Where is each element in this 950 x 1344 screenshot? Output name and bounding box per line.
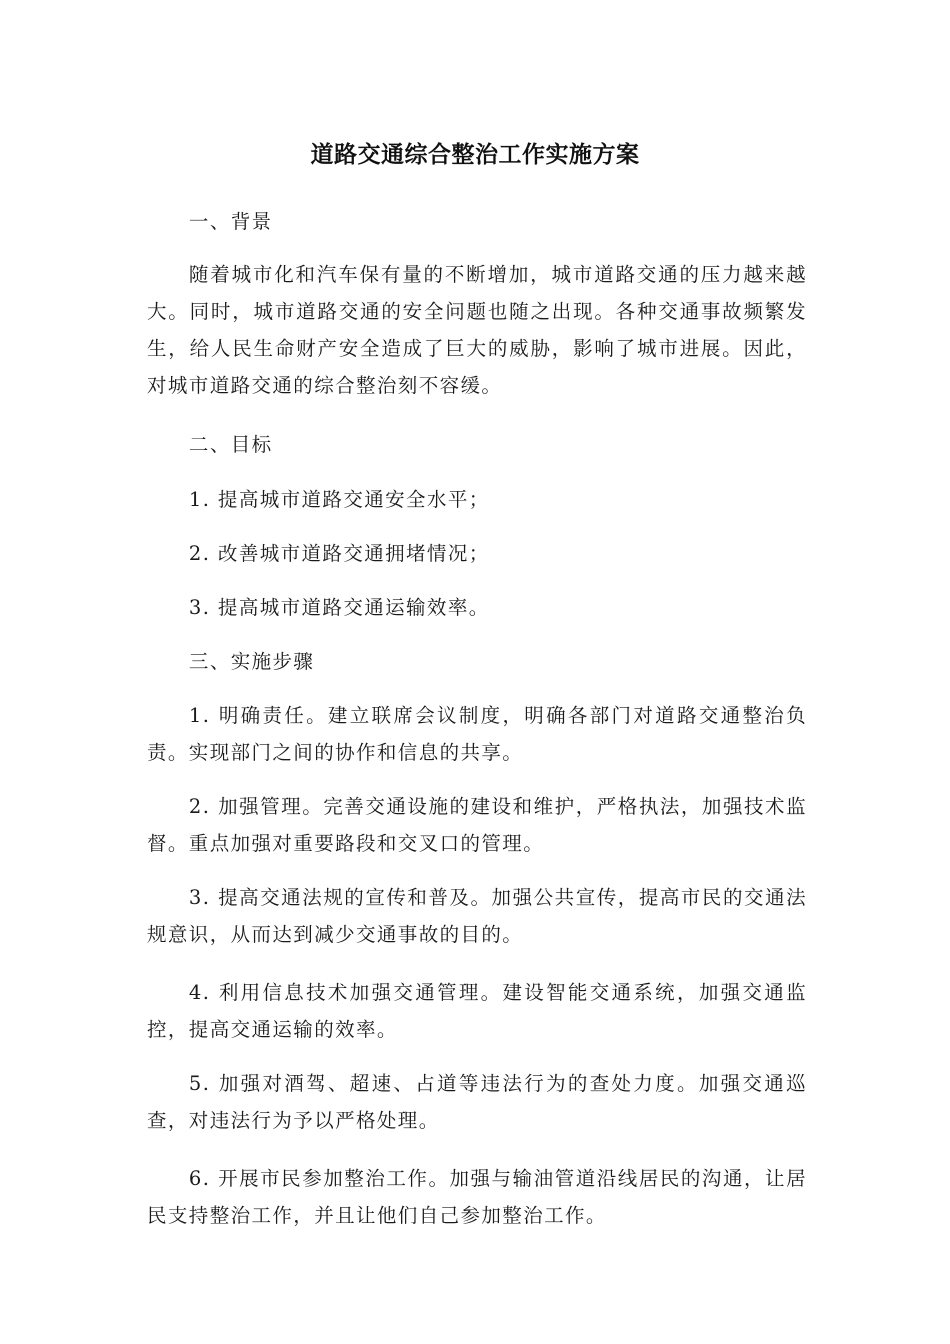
- step-item-2: 2. 加强管理。完善交通设施的建设和维护，严格执法，加强技术监督。重点加强对重要路段和交叉口的管理。: [147, 795, 807, 855]
- document-title: 道路交通综合整治工作实施方案: [310, 142, 640, 168]
- goal-item-2: 2. 改善城市道路交通拥堵情况；: [188, 542, 490, 565]
- section-heading-goals: 二、目标: [188, 433, 273, 456]
- section-heading-steps: 三、实施步骤: [188, 650, 315, 673]
- section-heading-background: 一、背景: [188, 210, 273, 233]
- step-item-4: 4. 利用信息技术加强交通管理。建设智能交通系统，加强交通监控，提高交通运输的效率。: [147, 981, 807, 1041]
- goal-item-3: 3. 提高城市道路交通运输效率。: [188, 596, 490, 619]
- background-paragraph: 随着城市化和汽车保有量的不断增加，城市道路交通的压力越来越大。同时，城市道路交通的安全问题也随之出现。各种交通事故频繁发生，给人民生命财产安全造成了巨大的威胁，影响了城市进展。因此，对城市道路交通的综合整治刻不容缓。: [147, 263, 807, 397]
- step-item-1: 1. 明确责任。建立联席会议制度，明确各部门对道路交通整治负责。实现部门之间的协作和信息的共享。: [147, 704, 807, 764]
- step-item-5: 5. 加强对酒驾、超速、占道等违法行为的查处力度。加强交通巡查，对违法行为予以严格处理。: [147, 1072, 807, 1132]
- step-item-3: 3. 提高交通法规的宣传和普及。加强公共宣传，提高市民的交通法规意识，从而达到减少交通事故的目的。: [147, 886, 807, 946]
- step-item-6: 6. 开展市民参加整治工作。加强与输油管道沿线居民的沟通，让居民支持整治工作，并且让他们自己参加整治工作。: [147, 1167, 807, 1227]
- goal-item-1: 1. 提高城市道路交通安全水平；: [188, 488, 490, 511]
